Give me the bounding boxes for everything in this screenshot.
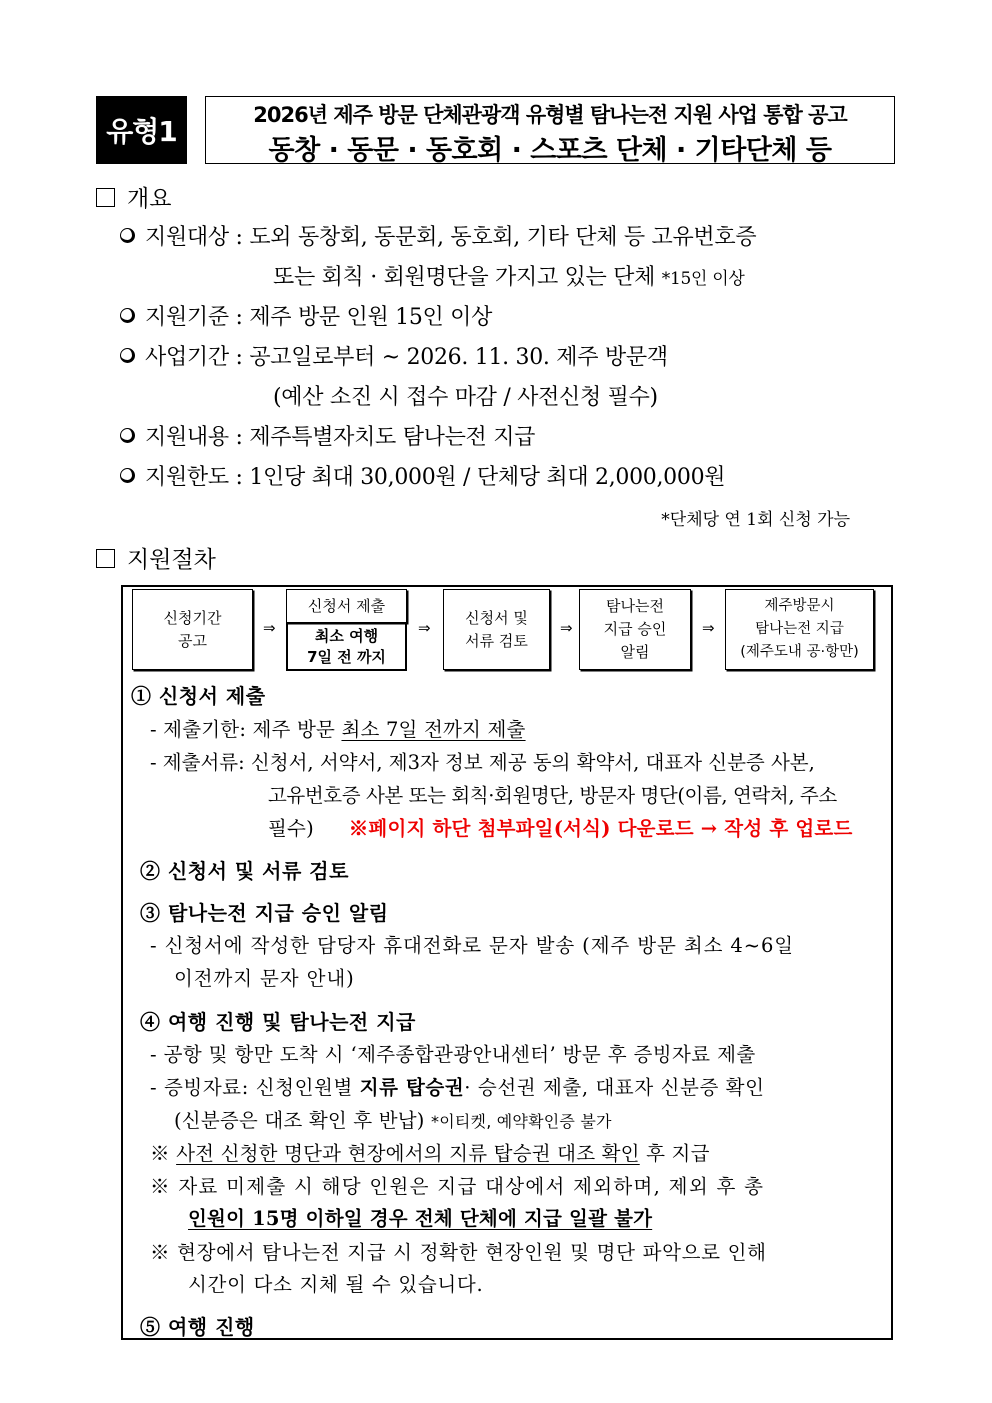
note-text: *이티켓, 예약확인증 불가 <box>431 1112 612 1131</box>
flow-text: (제주도내 공·항만) <box>740 644 859 660</box>
text: 신청서, 서약서, 제3자 정보 제공 동의 확약서, 대표자 신분증 사본, <box>250 751 815 774</box>
reference-mark-icon: ※ <box>150 1175 171 1198</box>
step-1-docs-line2: 고유번호증 사본 또는 회칙·회원명단, 방문자 명단(이름, 연락처, 주소 <box>268 784 837 807</box>
circle-bullet-icon <box>120 468 135 483</box>
step-3-title: ③ 탐나는전 지급 승인 알림 <box>140 901 389 925</box>
flow-step-submit <box>286 589 407 623</box>
step-5-title: ⑤ 여행 진행 <box>140 1315 255 1339</box>
bold-text: 지류 탑승권 <box>359 1076 465 1099</box>
item-label: 지원기준 <box>145 305 229 330</box>
step-4-note-2 <box>150 1171 764 1199</box>
separator: : <box>235 225 243 250</box>
arrow-icon: ⇒ <box>263 619 276 637</box>
square-bullet-icon <box>96 549 115 568</box>
step-2-title: ② 신청서 및 서류 검토 <box>140 859 349 883</box>
circle-bullet-icon <box>120 428 135 443</box>
overview-item-limit <box>120 460 725 491</box>
overview-item-period-cont <box>273 380 658 411</box>
page-title: 2026년 제주 방문 단체관광객 유형별 탐나는전 지원 사업 통합 공고 <box>253 103 847 127</box>
overview-item-period <box>120 340 668 371</box>
step-1-docs-line3 <box>268 813 853 841</box>
step-4-note-3-line2: 시간이 다소 지체 될 수 있습니다. <box>188 1273 484 1296</box>
separator: : <box>235 425 243 450</box>
step-1-title: ① 신청서 제출 <box>131 684 266 708</box>
label: - 제출서류: <box>150 751 245 774</box>
section-heading-procedure <box>96 541 216 574</box>
section-heading-overview <box>96 180 171 213</box>
separator: : <box>235 305 243 330</box>
label: - 제출기한: <box>150 718 247 741</box>
text: 후 지급 <box>646 1142 710 1165</box>
flow-step-review <box>443 589 550 670</box>
flow-text: 탐나는전 지급 <box>755 621 844 637</box>
section-title: 지원절차 <box>127 547 216 573</box>
square-bullet-icon <box>96 188 115 207</box>
underlined-text: 사전 신청한 명단과 현장에서의 지류 탑승권 대조 확인 <box>176 1142 640 1165</box>
flow-text: 신청서 및 <box>465 608 528 627</box>
separator: : <box>235 345 243 370</box>
text: 제주 방문 <box>252 718 336 741</box>
step-1-deadline <box>150 714 526 742</box>
step-4-line3 <box>174 1105 612 1133</box>
circle-bullet-icon <box>120 308 135 323</box>
title-box <box>205 96 895 164</box>
text: 현장에서 탐나는전 지급 시 정확한 현장인원 및 명단 파악으로 인해 <box>177 1241 767 1264</box>
page-subtitle: 동창 · 동문 · 동호회 · 스포츠 단체 · 기타단체 등 <box>268 135 832 166</box>
type-badge: 유형1 <box>96 96 187 164</box>
flow-step-payment <box>725 589 874 670</box>
step-4-note-1 <box>150 1138 710 1166</box>
item-label: 지원한도 <box>145 465 229 490</box>
step-4-title: ④ 여행 진행 및 탐나는전 지급 <box>140 1010 416 1034</box>
overview-footnote: *단체당 연 1회 신청 가능 <box>661 510 850 530</box>
text: 자료 미제출 시 해당 인원은 지급 대상에서 제외하며, 제외 후 총 <box>178 1175 765 1198</box>
flow-text: 신청기간 <box>163 608 222 627</box>
separator: : <box>235 465 243 490</box>
step-4-note-3 <box>150 1237 767 1265</box>
item-label: 지원대상 <box>145 225 229 250</box>
flow-text: 7일 전 까지 <box>307 647 386 666</box>
overview-item-target-cont <box>273 260 745 291</box>
item-value: (예산 소진 시 접수 마감 / 사전신청 필수) <box>273 385 658 410</box>
item-label: 사업기간 <box>145 345 229 370</box>
reference-mark-icon: ※ <box>150 1241 171 1264</box>
step-4-note-2-line2: 인원이 15명 이하일 경우 전체 단체에 지급 일괄 불가 <box>188 1207 653 1230</box>
step-3-line1: - 신청서에 작성한 담당자 휴대전화로 문자 발송 (제주 방문 최소 4~6일 <box>150 934 794 957</box>
text: 필수) <box>268 817 314 840</box>
flow-text: 최소 여행 <box>314 626 379 645</box>
step-4-line1: - 공항 및 항만 도착 시 ‘제주종합관광안내센터’ 방문 후 증빙자료 제출 <box>150 1043 756 1066</box>
overview-item-target <box>120 220 756 251</box>
item-value: 1인당 최대 30,000원 / 단체당 최대 2,000,000원 <box>249 465 726 490</box>
flow-step-approval <box>579 589 691 670</box>
arrow-icon: ⇒ <box>702 619 715 637</box>
item-value: 제주 방문 인원 15인 이상 <box>249 305 493 330</box>
reference-mark-icon: ※ <box>150 1142 170 1165</box>
flow-text: 탐나는전 <box>606 597 664 615</box>
overview-item-content <box>120 420 535 451</box>
flow-text: 신청서 제출 <box>307 596 386 615</box>
text: (신분증은 대조 확인 후 반납) <box>174 1109 425 1132</box>
overview-item-criteria <box>120 300 492 331</box>
item-value: 제주특별자치도 탐나는전 지급 <box>249 425 536 450</box>
flow-text: 제주방문시 <box>764 598 835 614</box>
text: - 증빙자료: 신청인원별 <box>150 1076 353 1099</box>
download-notice: ※페이지 하단 첨부파일(서식) 다운로드 → 작성 후 업로드 <box>348 817 853 840</box>
section-title: 개요 <box>127 186 172 212</box>
item-value: 도외 동창회, 동문회, 동호회, 기타 단체 등 고유번호증 <box>249 225 757 250</box>
arrow-icon: ⇒ <box>560 619 573 637</box>
circle-bullet-icon <box>120 228 135 243</box>
underlined-text: 최소 7일 전까지 제출 <box>341 718 526 741</box>
step-4-line2 <box>150 1072 765 1100</box>
step-3-line2: 이전까지 문자 안내) <box>174 967 355 990</box>
circle-bullet-icon <box>120 348 135 363</box>
text: · 승선권 제출, 대표자 신분증 확인 <box>464 1076 765 1099</box>
flow-text: 공고 <box>178 631 207 650</box>
item-value: 또는 회칙 · 회원명단을 가지고 있는 단체 <box>273 265 656 290</box>
item-label: 지원내용 <box>145 425 229 450</box>
flow-text: 알림 <box>620 643 650 661</box>
flow-text: 서류 검토 <box>465 631 528 650</box>
flow-step-submit-deadline <box>286 622 407 671</box>
item-value: 공고일로부터 ~ 2026. 11. 30. 제주 방문객 <box>249 345 668 370</box>
step-1-docs <box>150 747 815 775</box>
flow-step-announce <box>132 589 253 670</box>
flow-text: 지급 승인 <box>603 620 667 638</box>
arrow-icon: ⇒ <box>418 619 431 637</box>
item-note: *15인 이상 <box>661 269 745 289</box>
